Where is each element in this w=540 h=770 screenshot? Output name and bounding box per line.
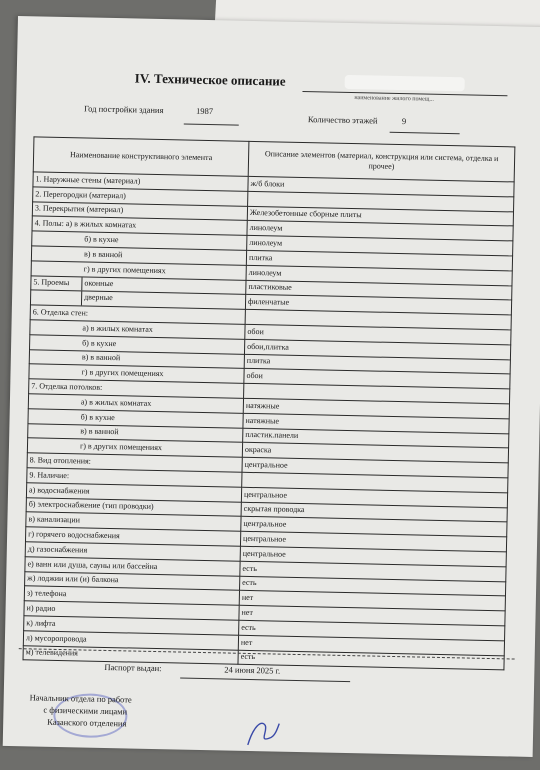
element-name: 5. Проемы	[31, 276, 82, 291]
passport-date: 24 июня 2025 г.	[224, 664, 281, 676]
document-page	[3, 16, 540, 757]
element-description-cell: есть	[240, 561, 506, 581]
element-name-cell: 1. Наружные стены (материал)	[33, 172, 248, 191]
element-name-cell: 6. Отделка стен:	[30, 305, 245, 324]
element-description-cell: натяжные	[243, 413, 509, 433]
element-name-cell: 8. Вид отопления:	[27, 453, 242, 472]
element-name-cell: б) в кухне	[32, 231, 247, 250]
chief-line-1: Начальник отдела по работе	[29, 692, 132, 705]
floors-label: Количество этажей	[307, 114, 378, 126]
technical-description-table	[23, 136, 516, 670]
element-description-cell: центральное	[240, 546, 506, 566]
element-description-cell: окраска	[242, 443, 508, 463]
element-name-cell: в) в ванной	[31, 246, 246, 265]
element-description-cell: Железобетонные сборные плиты	[247, 206, 513, 226]
col1-header: Наименование конструктивного элемента	[33, 137, 249, 176]
element-description-cell: центральное	[241, 517, 507, 537]
element-description-cell: филенчатые	[245, 295, 511, 315]
element-name-cell: в) канализации	[26, 512, 241, 531]
element-description-cell: нет	[239, 605, 505, 625]
element-description-cell: линолеум	[247, 236, 513, 256]
element-name-cell: 7. Отделка потолков:	[29, 379, 244, 398]
element-description-cell: центральное	[242, 457, 508, 477]
element-description-cell: линолеум	[246, 265, 512, 285]
document-title: IV. Техническое описание	[134, 70, 286, 89]
element-description-cell: есть	[239, 620, 505, 640]
element-description-cell: есть	[238, 650, 504, 670]
element-description-cell: есть	[240, 576, 506, 596]
element-name-cell: г) в других помещениях	[29, 364, 244, 383]
element-name-cell: е) ванн или душа, сауны или бассейна	[25, 556, 240, 575]
element-name-cell: з) телефона	[24, 586, 239, 605]
element-name-cell: 2. Перегородки (материал)	[33, 187, 248, 206]
element-name-cell: 4. Полы: а) в жилых комнатах	[32, 216, 247, 235]
element-description-cell: нет	[238, 635, 504, 655]
chief-line-3: Казанского отделения	[47, 716, 127, 729]
passport-label: Паспорт выдан:	[104, 661, 162, 674]
element-name-cell: а) водоснабжения	[26, 483, 241, 502]
element-name-cell: в) в ванной	[29, 349, 244, 368]
element-description-cell: пластиковые	[246, 280, 512, 300]
element-description-cell: плитка	[244, 354, 510, 374]
element-description-cell: пластик.панели	[243, 428, 509, 448]
element-name-cell: ж) лоджии или (и) балкона	[25, 571, 240, 590]
element-description-cell: ж/б блоки	[248, 176, 514, 196]
col2-header: Описание элементов (материал, конструкция или система, отделка и прочее)	[248, 141, 515, 182]
year-underline	[184, 123, 239, 125]
element-name-cell: л) мусоропровода	[23, 630, 238, 649]
redacted-area	[345, 75, 465, 92]
element-description-cell: натяжные	[243, 398, 509, 418]
element-name-cell: а) в жилых комнатах	[30, 320, 245, 339]
element-name-cell: б) в кухне	[28, 409, 243, 428]
element-name-cell: 3. Перекрытия (материал)	[32, 201, 247, 220]
signature	[243, 717, 284, 748]
element-name-cell: в) в ванной	[28, 423, 243, 442]
element-name-cell: 9. Наличие:	[27, 468, 242, 487]
element-subname: дверные	[84, 292, 113, 303]
floors-value: 9	[401, 116, 407, 127]
element-name	[31, 291, 82, 306]
element-name-cell: б) электроснабжение (тип проводки)	[26, 497, 241, 516]
element-name-cell: м) телевидения	[23, 645, 238, 664]
element-description-cell: плитка	[246, 250, 512, 270]
title-caption: наименование жилого помещ...	[354, 95, 435, 103]
element-name-cell: г) в других помещениях	[27, 438, 242, 457]
element-name-cell: г) горячего водоснабжения	[25, 527, 240, 546]
element-description-cell: нет	[239, 591, 505, 611]
element-description-cell: центральное	[240, 531, 506, 551]
element-description-cell: обои,плитка	[244, 339, 510, 359]
element-name-cell: к) лифта	[24, 616, 239, 635]
element-description-cell: линолеум	[247, 221, 513, 241]
year-label: Год постройки здания	[83, 103, 164, 116]
element-description-cell: скрытая проводка	[241, 502, 507, 522]
chief-line-2: с физическими лицами	[43, 704, 128, 717]
floors-underline	[390, 132, 460, 134]
element-name-cell: д) газоснабжения	[25, 542, 240, 561]
element-name-cell: и) радио	[24, 601, 239, 620]
element-name-cell: а) в жилых комнатах	[28, 394, 243, 413]
year-value: 1987	[195, 105, 214, 117]
element-description-cell: обои	[245, 324, 511, 344]
table-body	[23, 172, 514, 670]
element-name-cell: г) в других помещениях	[31, 261, 246, 280]
element-name-cell: б) в кухне	[30, 335, 245, 354]
element-description-cell: обои	[244, 369, 510, 389]
element-description-cell: центральное	[241, 487, 507, 507]
element-subname: оконные	[84, 278, 114, 288]
